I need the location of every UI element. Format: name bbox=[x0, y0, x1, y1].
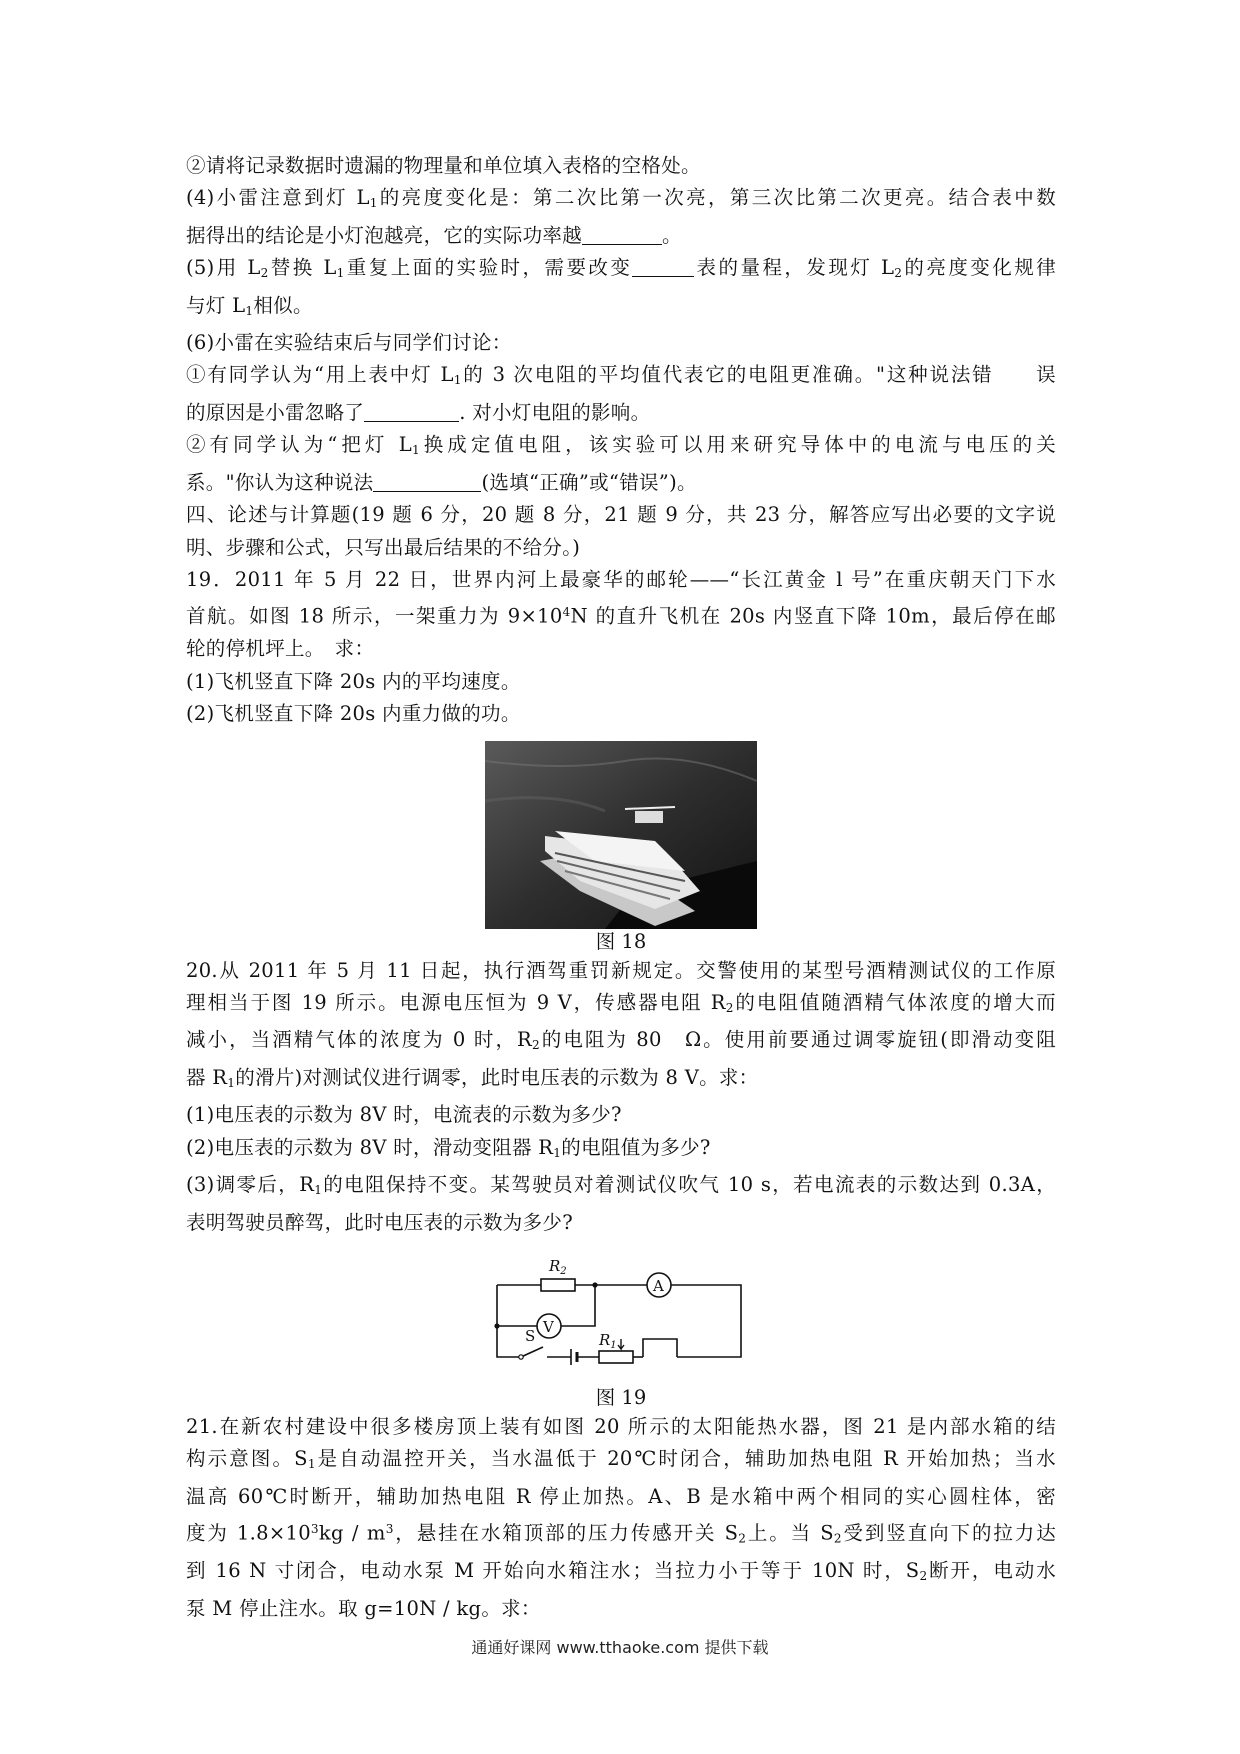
figure-18-caption: 图 18 bbox=[595, 929, 647, 953]
q19-sub1: (1)飞机竖直下降 20s 内的平均速度。 bbox=[186, 669, 521, 693]
section4-line1: 四、论述与计算题(19 题 6 分，20 题 8 分，21 题 9 分，共 23 分，解答应写出必要的文字说 bbox=[186, 503, 1056, 527]
q20-sub3-line1: (3)调零后，$R_1$的电阻保持不变。某驾驶员对着测试仪吹气 10 s，若电流表的示数达到 0.3A， bbox=[186, 1173, 1056, 1198]
q20-line1: 20.从 2011 年 5 月 11 日起，执行酒驾重罚新规定。交警使用的某型号酒精测试仪的工作原 bbox=[186, 958, 1056, 982]
q18-p6-1-line1: ①有同学认为“用上表中灯 $L_1$的 3 次电阻的平均值代表它的电阻更准确。"这种说法错 误 bbox=[186, 363, 1056, 388]
q20-sub1: (1)电压表的示数为 8V 时，电流表的示数为多少? bbox=[186, 1103, 622, 1127]
switch-s bbox=[521, 1347, 543, 1357]
q21-line6: 泵 M 停止注水。取 g=10N / kg。求： bbox=[186, 1596, 541, 1620]
q21-line4: 度为 $1.8\times 10^3kg / m^3$，悬挂在水箱顶部的压力传感开关 $S_2$上。当 $S_2$受到竖直向下的拉力达 bbox=[186, 1521, 1056, 1546]
q20-line2: 理相当于图 19 所示。电源电压恒为 9 V，传感器电阻 $R_2$的电阻值随酒精气体浓度的增大而 bbox=[186, 991, 1056, 1016]
q18-p6: (6)小雷在实验结束后与同学们讨论： bbox=[186, 331, 512, 355]
q19-line1: 19．2011 年 5 月 22 日，世界内河上最豪华的邮轮——“长江黄金 l 号”在重庆朝天门下水 bbox=[186, 567, 1056, 591]
q19-line3: 轮的停机坪上。 求： bbox=[186, 637, 375, 661]
q18-p6-1-line2: 的原因是小雷忽略了 . 对小灯电阻的影响。 bbox=[186, 400, 651, 424]
q18-p6-2-line1: ②有同学认为“把灯 $L_1$换成定值电阻，该实验可以用来研究导体中的电流与电压的关 bbox=[186, 433, 1056, 458]
q18-p6-2-line2: 系。"你认为这种说法 (选填“正确”或“错误”)。 bbox=[186, 470, 697, 494]
q21-line2: 构示意图。$S_1$是自动温控开关，当水温低于 20℃时闭合，辅助加热电阻 R 开始加热；当水 bbox=[186, 1447, 1056, 1472]
q19-line2: 首航。如图 18 所示，一架重力为 $9\times 10^4N$ 的直升飞机在 20s 内竖直下降 10m，最后停在邮 bbox=[186, 605, 1056, 628]
q21-line5: 到 16 N 寸闭合，电动水泵 M 开始向水箱注水；当拉力小于等于 10N 时，$S_2$断开，电动水 bbox=[186, 1559, 1056, 1584]
q21-line3: 温高 60℃时断开，辅助加热电阻 R 停止加热。A、B 是水箱中两个相同的实心圆柱体，密 bbox=[186, 1484, 1056, 1508]
q18-p4-line1: (4)小雷注意到灯 $L_1$的亮度变化是：第二次比第一次亮，第三次比第二次更亮。结合表中数 bbox=[186, 186, 1056, 211]
answer-blank bbox=[364, 401, 459, 422]
answer-blank bbox=[632, 256, 694, 277]
resistor-r1 bbox=[599, 1351, 633, 1363]
exam-page bbox=[186, 150, 1056, 1625]
svg-text:R1: $R_1$ bbox=[599, 1330, 617, 1351]
answer-blank bbox=[373, 471, 481, 492]
answer-blank bbox=[582, 224, 662, 245]
q18-p4-line2: 据得出的结论是小灯泡越亮，它的实际功率越 。 bbox=[186, 223, 682, 247]
q18-p5-line2: 与灯 $L_1$相似。 bbox=[186, 293, 313, 318]
q19-sub2: (2)飞机竖直下降 20s 内重力做的功。 bbox=[186, 702, 521, 726]
svg-text:V: V bbox=[543, 1317, 554, 1336]
q20-line4: 器 $R_1$的滑片)对测试仪进行调零，此时电压表的示数为 8 V。求： bbox=[186, 1065, 759, 1090]
page-footer: 通通好课网 www.tthaoke.com 提供下载 bbox=[471, 1638, 769, 1657]
circuit-diagram bbox=[491, 1249, 751, 1371]
section4-line2: 明、步骤和公式，只写出最后结果的不给分。) bbox=[186, 535, 581, 559]
q21-line1: 21.在新农村建设中很多楼房顶上装有如图 20 所示的太阳能热水器，图 21 是内部水箱的结 bbox=[186, 1414, 1056, 1438]
q20-sub2: (2)电压表的示数为 8V 时，滑动变阻器 $R_1$的电阻值为多少? bbox=[186, 1135, 711, 1160]
q20-line3: 减小，当酒精气体的浓度为 0 时，$R_2$的电阻为 80 Ω。使用前要通过调零旋钮(即滑动变阻 bbox=[186, 1028, 1056, 1053]
svg-text:R2: $R_2$ bbox=[549, 1256, 567, 1277]
cruise-ship-photo bbox=[485, 741, 757, 929]
figure-19-caption: 图 19 bbox=[595, 1385, 647, 1409]
svg-text:A: A bbox=[653, 1276, 664, 1295]
resistor-r2 bbox=[541, 1279, 575, 1291]
svg-text:S: S bbox=[525, 1326, 536, 1345]
q20-sub3-line2: 表明驾驶员醉驾，此时电压表的示数为多少? bbox=[186, 1210, 573, 1234]
q18-p5-line1: (5)用 $L_2$替换 $L_1$重复上面的实验时，需要改变 表的量程，发现灯 $L_2$的亮度变化规律 bbox=[186, 256, 1056, 281]
q18-item2: ②请将记录数据时遗漏的物理量和单位填入表格的空格处。 bbox=[186, 154, 701, 177]
